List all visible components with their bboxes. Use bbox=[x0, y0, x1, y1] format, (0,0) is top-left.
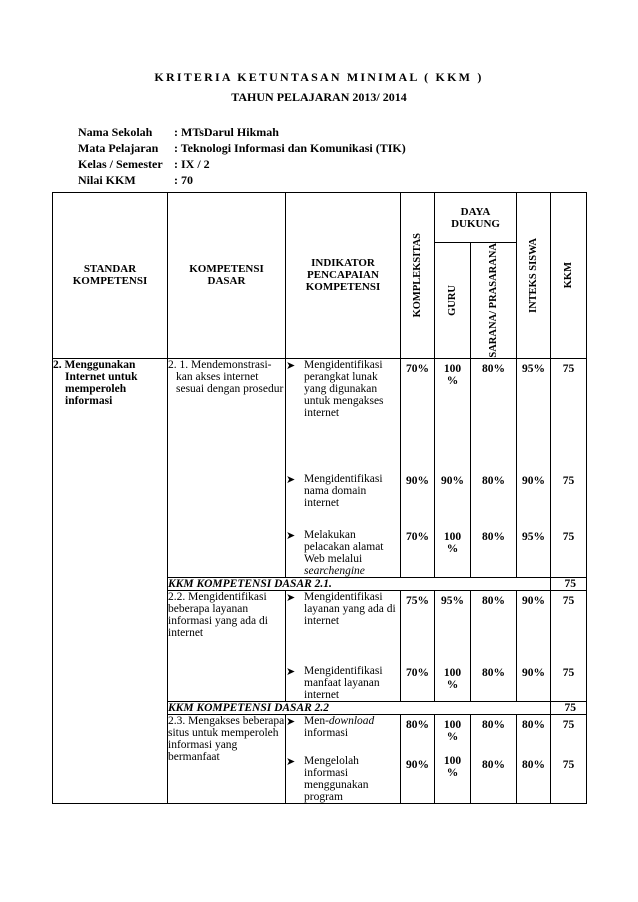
indicator-item: ➤ Mengelolah informasi menggunakan program bbox=[286, 754, 369, 803]
sarana-2-2: 80% 80% bbox=[471, 590, 517, 701]
arrow-bullet-icon: ➤ bbox=[286, 473, 296, 486]
summary-row-2-2: KKM KOMPETENSI DASAR 2.2 75 bbox=[53, 701, 587, 714]
indikator-2-3 bbox=[286, 714, 401, 803]
kkm-2-2: 75 75 bbox=[551, 590, 587, 701]
col-header-kkm: KKM bbox=[551, 193, 587, 359]
intake-2-3: 80% 80% bbox=[517, 714, 551, 803]
kd-2-3: 2.3. Mengakses beberapa situs untuk memperoleh informasi yang bermanfaat bbox=[168, 714, 286, 803]
kompleksitas-2-3: 80% 90% bbox=[401, 714, 435, 803]
indikator-2-1 bbox=[286, 358, 401, 577]
kkm-2-1: 75 75 75 bbox=[551, 358, 587, 577]
guru-2-3: 100 % 100 % bbox=[435, 714, 471, 803]
col-header-kd: KOMPETENSI DASAR bbox=[168, 193, 286, 359]
col-header-intake: INTEKS SISWA bbox=[517, 193, 551, 359]
document-subtitle: TAHUN PELAJARAN 2013/ 2014 bbox=[231, 90, 407, 104]
guru-2-1: 100 % 90% 100 % bbox=[435, 358, 471, 577]
kompleksitas-2-2: 75% 70% bbox=[401, 590, 435, 701]
meta-row-kkm: Nilai KKM : 70 bbox=[78, 173, 193, 187]
col-header-sarana: SARANA/ PRASARANA bbox=[471, 243, 517, 359]
indicator-item: ➤ Mengidentifikasi nama domain internet bbox=[286, 473, 400, 517]
indikator-2-2 bbox=[286, 590, 401, 701]
meta-row-class: Kelas / Semester : IX / 2 bbox=[78, 157, 210, 171]
arrow-bullet-icon: ➤ bbox=[286, 591, 296, 604]
kd-2-1: 2. 1. Mendemonstrasi-kan akses internet sesuai dengan prosedur bbox=[168, 358, 286, 577]
indicator-item: ➤ Mengidentifikasi layanan yang ada di internet bbox=[286, 591, 400, 653]
document-title: KRITERIA KETUNTASAN MINIMAL ( KKM ) bbox=[154, 70, 484, 84]
kompleksitas-2-1: 70% 90% 70% bbox=[401, 358, 435, 577]
sarana-2-3: 80% 80% bbox=[471, 714, 517, 803]
kd-2-2: 2.2. Mengidentifikasi beberapa layanan informasi yang ada di internet bbox=[168, 590, 286, 701]
standar-kompetensi: 2. Menggunakan Internet untuk memperoleh informasi bbox=[53, 358, 168, 803]
arrow-bullet-icon: ➤ bbox=[286, 715, 296, 728]
kkm-table bbox=[52, 192, 587, 804]
intake-2-2: 90% 90% bbox=[517, 590, 551, 701]
arrow-bullet-icon: ➤ bbox=[286, 529, 296, 542]
sarana-2-1: 80% 80% 80% bbox=[471, 358, 517, 577]
summary-row-2-1: KKM KOMPETENSI DASAR 2.1. 75 bbox=[53, 577, 587, 590]
col-header-kompleksitas: KOMPLEKSITAS bbox=[401, 193, 435, 359]
guru-2-2: 95% 100 % bbox=[435, 590, 471, 701]
indicator-item: ➤ Mengidentifikasi manfaat layanan internet bbox=[286, 664, 383, 701]
arrow-bullet-icon: ➤ bbox=[286, 665, 296, 678]
school-info bbox=[78, 124, 406, 188]
arrow-bullet-icon: ➤ bbox=[286, 359, 296, 372]
col-header-guru: GURU bbox=[435, 243, 471, 359]
indicator-item: ➤ Men-download informasi bbox=[286, 715, 400, 743]
indicator-item: ➤ Melakukan pelacakan alamat Web melalui searchengine bbox=[286, 528, 384, 577]
indicator-item: ➤ Mengidentifikasi perangkat lunak yang digunakan untuk mengakses internet bbox=[286, 359, 400, 461]
meta-row-school: Nama Sekolah : MTsDarul Hikmah bbox=[78, 125, 279, 139]
col-header-standar: STANDAR KOMPETENSI bbox=[53, 193, 168, 359]
col-header-daya-dukung: DAYA DUKUNG bbox=[435, 193, 517, 243]
meta-row-subject: Mata Pelajaran : Teknologi Informasi dan Komunikasi (TIK) bbox=[78, 141, 406, 155]
intake-2-1: 95% 90% 95% bbox=[517, 358, 551, 577]
arrow-bullet-icon: ➤ bbox=[286, 755, 296, 768]
col-header-indikator: INDIKATOR PENCAPAIAN KOMPETENSI bbox=[286, 193, 401, 359]
kkm-2-3: 75 75 bbox=[551, 714, 587, 803]
